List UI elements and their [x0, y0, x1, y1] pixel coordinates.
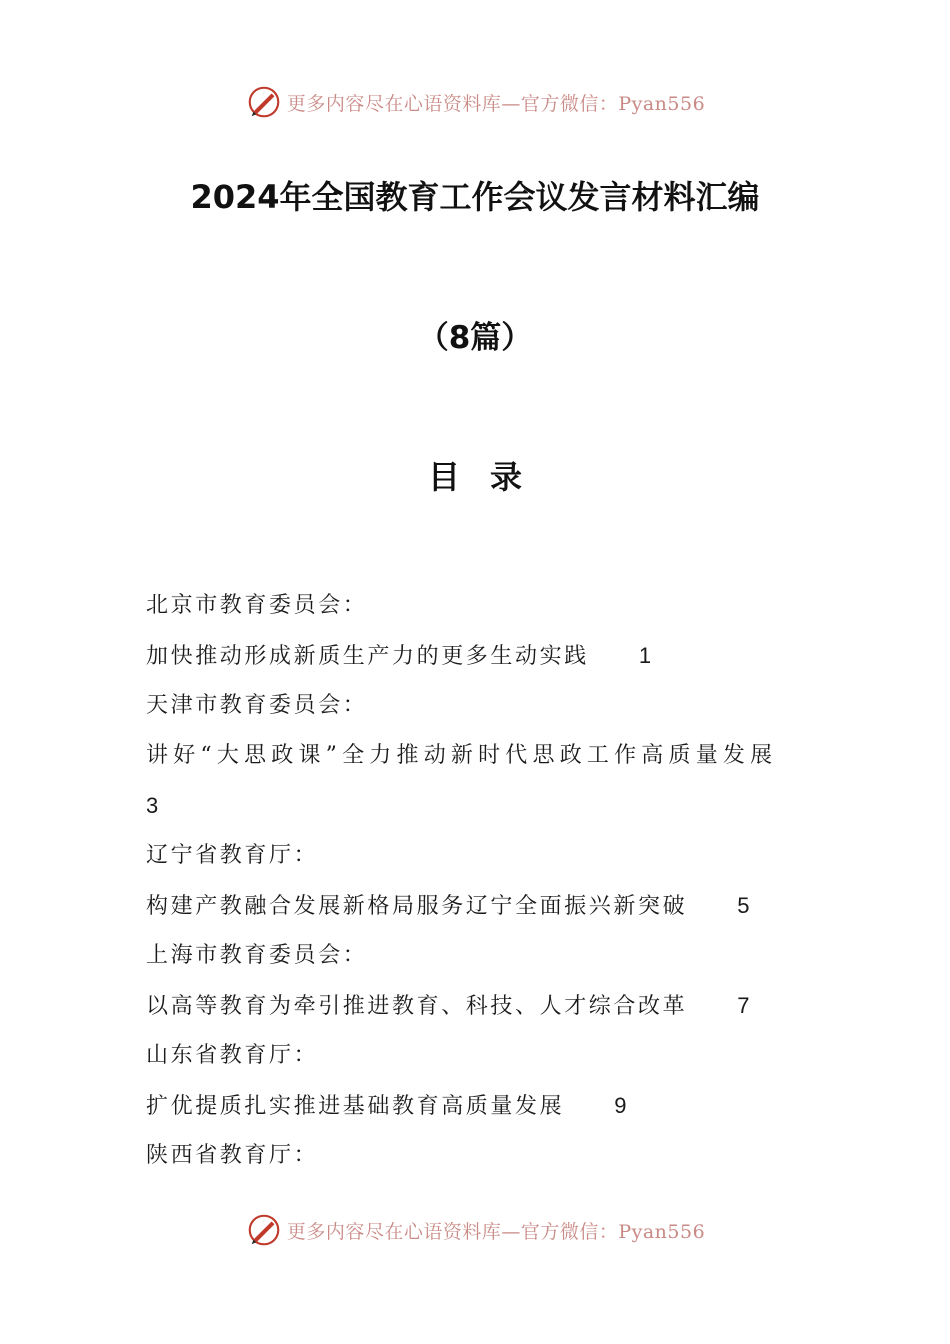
table-of-contents	[146, 585, 826, 1185]
watermark-banner-top	[0, 82, 950, 122]
pen-logo-icon	[245, 83, 283, 121]
pen-logo-icon	[245, 1211, 283, 1249]
toc-page-number: 5	[737, 893, 750, 918]
toc-org-line[interactable]: 陕西省教育厅：	[146, 1143, 319, 1168]
watermark-text: 更多内容尽在心语资料库—官方微信：Pyan556	[286, 1220, 706, 1243]
document-title: 2024年全国教育工作会议发言材料汇编	[190, 178, 760, 216]
toc-org-line[interactable]: 山东省教育厅：	[146, 1043, 319, 1068]
toc-org-line[interactable]: 天津市教育委员会：	[146, 693, 368, 718]
toc-page-number[interactable]: 3	[146, 793, 159, 818]
toc-org-line[interactable]: 北京市教育委员会：	[146, 593, 368, 618]
document-subtitle: （8篇）	[417, 320, 533, 356]
toc-entry-line[interactable]: 以高等教育为牵引推进教育、科技、人才综合改革 7	[146, 985, 826, 1035]
watermark-text: 更多内容尽在心语资料库—官方微信：Pyan556	[286, 92, 706, 115]
toc-heading: 目录	[427, 458, 552, 496]
toc-entry-line[interactable]: 讲好“大思政课”全力推动新时代思政工作高质量发展	[146, 743, 778, 768]
toc-page-number: 1	[638, 643, 652, 668]
toc-entry-line[interactable]: 加快推动形成新质生产力的更多生动实践 1	[146, 635, 826, 685]
toc-page-number: 7	[737, 993, 750, 1018]
toc-entry-line[interactable]: 扩优提质扎实推进基础教育高质量发展 9	[146, 1085, 826, 1135]
watermark-banner-bottom	[0, 1210, 950, 1250]
toc-org-line[interactable]: 上海市教育委员会：	[146, 943, 368, 968]
toc-page-number: 9	[614, 1093, 627, 1118]
toc-entry-line[interactable]: 构建产教融合发展新格局服务辽宁全面振兴新突破 5	[146, 885, 826, 935]
toc-org-line[interactable]: 辽宁省教育厅：	[146, 843, 319, 868]
